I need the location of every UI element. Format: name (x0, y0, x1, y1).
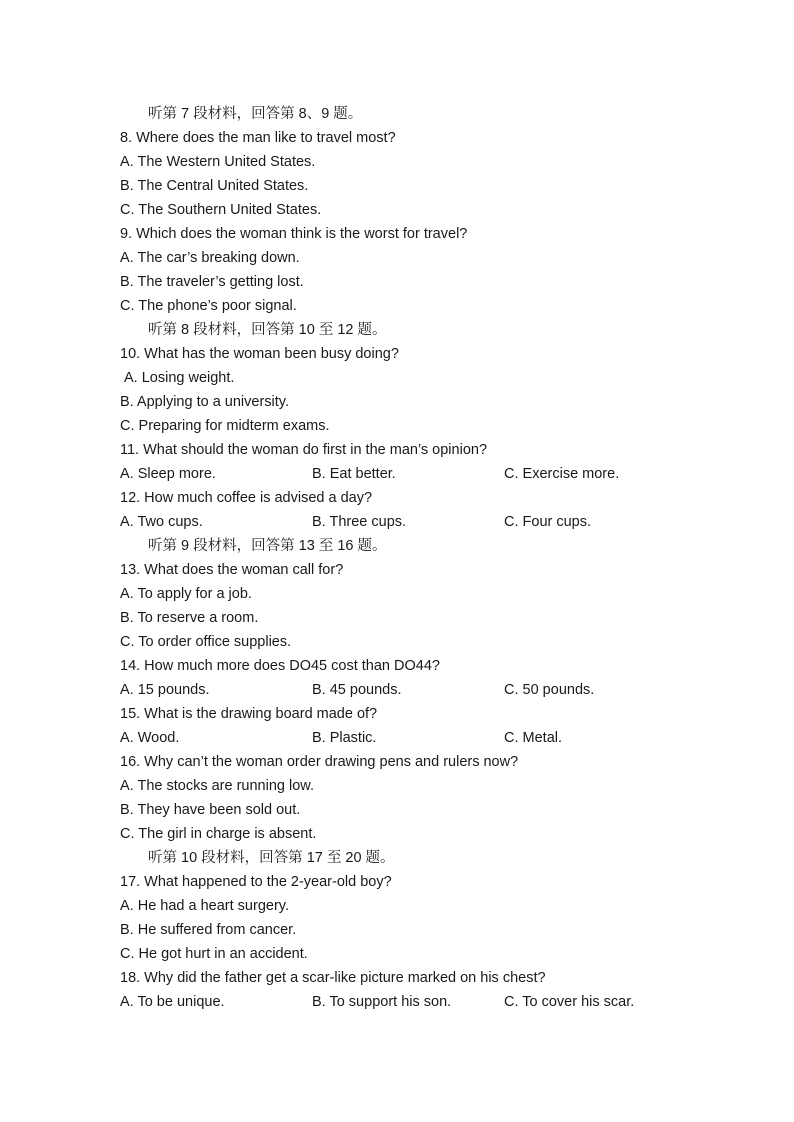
question-17-option-a: A. He had a heart surgery. (120, 898, 289, 914)
question-8-option-b: B. The Central United States. (120, 178, 309, 194)
question-9: 9. Which does the woman think is the worst for travel? (120, 226, 468, 242)
question-13-option-b: B. To reserve a room. (120, 610, 259, 626)
question-11-option-b: B. Eat better. (312, 466, 396, 482)
question-9-option-a: A. The car’s breaking down. (120, 250, 300, 266)
question-18-option-c: C. To cover his scar. (504, 994, 635, 1010)
section-heading: 听第 8 段材料，回答第 10 至 12 题。 (148, 322, 387, 338)
question-12: 12. How much coffee is advised a day? (120, 490, 373, 506)
question-14-option-b: B. 45 pounds. (312, 682, 402, 698)
question-15-option-a: A. Wood. (120, 730, 180, 746)
question-18: 18. Why did the father get a scar-like picture marked on his chest? (120, 970, 546, 986)
question-10-option-b: B. Applying to a university. (120, 394, 289, 410)
question-13-option-c: C. To order office supplies. (120, 634, 292, 650)
question-9-option-c: C. The phone’s poor signal. (120, 298, 297, 314)
question-16: 16. Why can’t the woman order drawing pens and rulers now? (120, 754, 519, 770)
question-9-option-b: B. The traveler’s getting lost. (120, 274, 304, 290)
question-15-option-b: B. Plastic. (312, 730, 377, 746)
question-8-option-c: C. The Southern United States. (120, 202, 322, 218)
question-16-option-a: A. The stocks are running low. (120, 778, 314, 794)
section-heading: 听第 9 段材料，回答第 13 至 16 题。 (148, 538, 387, 554)
section-heading: 听第 7 段材料，回答第 8、9 题。 (148, 106, 363, 122)
question-12-option-b: B. Three cups. (312, 514, 407, 530)
question-10-option-c: C. Preparing for midterm exams. (120, 418, 330, 434)
question-8-option-a: A. The Western United States. (120, 154, 316, 170)
question-12-option-c: C. Four cups. (504, 514, 592, 530)
question-14-option-c: C. 50 pounds. (504, 682, 595, 698)
question-11: 11. What should the woman do first in the man’s opinion? (120, 442, 488, 458)
question-12-option-a: A. Two cups. (120, 514, 203, 530)
question-15-option-c: C. Metal. (504, 730, 563, 746)
question-11-option-c: C. Exercise more. (504, 466, 620, 482)
question-18-option-a: A. To be unique. (120, 994, 225, 1010)
question-17-option-c: C. He got hurt in an accident. (120, 946, 308, 962)
question-13-option-a: A. To apply for a job. (120, 586, 252, 602)
question-14: 14. How much more does DO45 cost than DO44? (120, 658, 440, 674)
question-16-option-b: B. They have been sold out. (120, 802, 301, 818)
question-15: 15. What is the drawing board made of? (120, 706, 378, 722)
question-17-option-b: B. He suffered from cancer. (120, 922, 297, 938)
section-heading: 听第 10 段材料，回答第 17 至 20 题。 (148, 850, 395, 866)
question-14-option-a: A. 15 pounds. (120, 682, 210, 698)
question-13: 13. What does the woman call for? (120, 562, 344, 578)
question-16-option-c: C. The girl in charge is absent. (120, 826, 317, 842)
question-17: 17. What happened to the 2-year-old boy? (120, 874, 392, 890)
question-10-option-a: A. Losing weight. (124, 370, 235, 386)
question-10: 10. What has the woman been busy doing? (120, 346, 399, 362)
question-11-option-a: A. Sleep more. (120, 466, 216, 482)
question-8: 8. Where does the man like to travel most? (120, 130, 396, 146)
question-18-option-b: B. To support his son. (312, 994, 452, 1010)
